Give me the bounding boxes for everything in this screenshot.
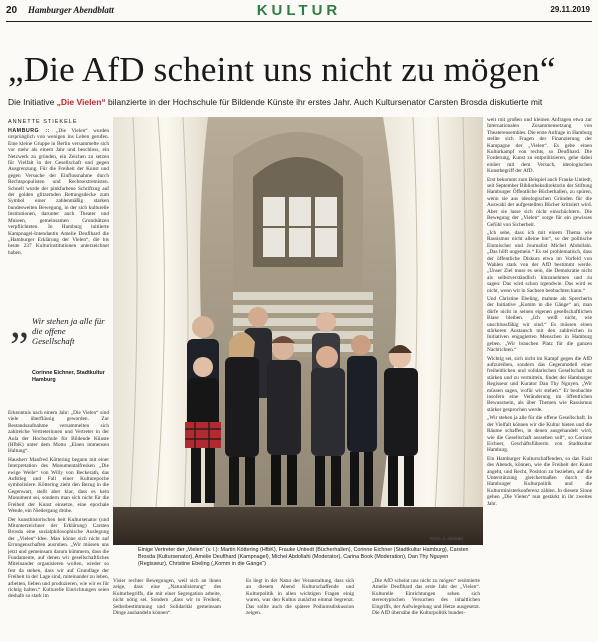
paragraph: „Die AfD scheint uns nicht zu mögen“ resümierte Amelie Deuflhard das erste Jahr der „Vielen“. Kulturelle Einrichtungen sehen sich stereotypischen Versuchen des inhaltlichen Eingriffs, der Aufwiegelung und Hetze ausgesetzt. Die AfD übersähe die Kulturpolitik bundes-: [372, 578, 480, 617]
quote-mark-icon: „: [10, 301, 29, 347]
paragraph: Wichtig sei, sich nicht im Kampf gegen die AfD aufzureiben, sondern das Gegenmodell einer freiheitlichen und solidarischen Gesellschaft zu stärken und zu vermitteln, findet der Hamburger Regisseur und Kurator Dan Thy Nguyen. „Wir müssen sagen, wofür wir stehen.“ Er beobachte insofern eine Veränderung im öffentlichen Bewusstsein, als über Themen wie Rassismus stärker gesprochen werde.: [487, 355, 592, 413]
photo-caption: Einige Vertreter der „Vielen“ (v. l.): Martin Köttering (HfbK), Frauke Untiedt (Bücherhallen), Corinne Eichner (Stadtkultur Hamburg), Carsten Brosda (Kultursenator), Amelie Deuflhard (Kampnagel), Michel Abdollahi (Moderator), Carina Book (Moderation), Dan Thy Nguyen (Regisseur), Christine Ebeling („Komm in die Gänge“): [138, 547, 469, 567]
article-column-5: [487, 117, 592, 642]
article-column-1-top: [8, 128, 109, 306]
header-rule: [6, 21, 592, 22]
lead-paragraph: HAMBURG :: „Die Vielen“ wurden ursprünglich von wenigen ins Leben gerufen. Eine kleine Gruppe in Berlin versammelte sich vor mehr als einem Jahr und beschloss, ein Netzwerk zu gründen, ein Zeichen zu setzen für Vielfalt in der Gesellschaft und gegen Ausgrenzung. Für die Freiheit der Kunst und gegen Versuche der Einflussnahme durch Rechtspopulisten und Rechtsextremisten. Schnell wurde der pinkfarbene Schriftzug auf der golden glitzernden Rettungsdecke zum Symbol einer zahlenmäßig starken bundesweiten Bewegung, in der sich kulturelle Institutionen, darunter auch Theater und Museen, gemeinsamen Grundsätzen verpflichteten. In Hamburg initiierte Kampnagel-Intendantin Amelie Deuflhard die „Hamburger Erklärung der Vielen“, die bis heute 237 Kulturinstitutionen unterzeichnet haben.: [8, 128, 109, 256]
dateline: HAMBURG ::: [8, 128, 57, 134]
page-number: 20: [6, 5, 18, 16]
headline: „Die AfD scheint uns nicht zu mögen“: [8, 50, 556, 89]
subhead-suffix: bilanzierte in der Hochschule für Bildende Künste ihr erstes Jahr. Auch Kultursenator Carsten Brosda diskutierte mit: [105, 97, 543, 107]
quote-author: Corinne Eichner, Stadtkultur Hamburg: [32, 370, 105, 383]
photo-illustration: [113, 117, 483, 545]
page-header: [0, 0, 598, 22]
article-column-1-bottom: [8, 410, 109, 642]
paragraph: „Wir stehen ja alle für die offene Gesellschaft. In der Vielfalt können wir die Kultur bieten und die Räume schaffen, in denen ausgehandelt wird, wie die Gesellschaft aussehen soll“, so Corinne Eichner, Geschäftsführerin von Stadtkultur Hamburg.: [487, 415, 592, 454]
pull-quote: [8, 301, 108, 406]
group-photo: [113, 117, 483, 545]
article-column-4: [372, 578, 480, 642]
paragraph: Hausherr Manfred Köttering begann mit einer Interpretation des Monumentalfresken „Die ewige Welle“ von Willy von Beckerath, das Aufstieg und Fall einer Kulturepoche symbolisiere. Köttering zieht den Bezug in die Gegenwart, stellt aber klar, dass es kein Monument sei, sondern man sich nicht für die Freiheit der Kunst einsetze, eine epochale Wende, ein Niedergang drohe.: [8, 456, 109, 515]
subhead-highlight: „Die Vielen“: [56, 97, 106, 107]
issue-date: 29.11.2019: [550, 5, 590, 14]
paragraph: weit mit großen und kleinen Anfragen etwa zur Internationalen Zusammensetzung von Theaterensembles. Die erste Anfrage in Hamburg stellte sich Fragen der Finanzierung der Kampagne der „Vielen“. Es gebe einen Kulturkampf von rechts, so Deuflhard. Die Forderung, Kunst zu entpolitisieren, gehe dabei einher mit dem Versuch, ideologischen Kunstbegriff der AfD.: [487, 117, 592, 175]
photo-credit: FOTO: C. GEISING: [430, 537, 464, 541]
subhead-prefix: Die Initiative: [8, 97, 57, 107]
paragraph: Es liegt in der Natur der Veranstaltung, dass sich an diesem Abend Kulturschaffende und Kulturpolitik in allen wichtigen Fragen einig waren, was den Kultus zunächst einmal begrenzt. Das sollte auch die spätere Podiumsdiskussion zeigen.: [246, 578, 354, 617]
paragraph: Und Christine Ebeling, mahnte als Sprecherin der Initiative „Komm in die Gänge“ an, man dürfe nicht in seinen eigenen gesellschaftlichen Blase bleiben. „Ich weiß nicht, wie unschlussfähig wir sind.“ Es müssen einen stärkeren Austausch mit den zahlreichen in Initiativen engagierten Menschen in Hamburg geben. „Wir brauchen Platz für die ganzen Nachrichten.“: [487, 295, 592, 354]
section-title: KULTUR: [256, 2, 342, 19]
byline: ANNETTE STIEKELE: [8, 119, 78, 125]
article-column-2: [113, 578, 221, 642]
article-column-3: [246, 578, 354, 642]
paragraph: Erkenntnis nach einem Jahr: „Die Vielen“ sind viele überflüssig geworden. Zur Bestandsaufnahme versammelten sich zahlreiche Vertreterinnen und Vertreter in der Aula der Hochschule für Bildende Künste (HfbK) unter dem Motto „Einen immensen Haltung“.: [8, 410, 109, 455]
quote-text: Wir stehen ja alle für die offene Gesellschaft: [32, 316, 105, 346]
paragraph: Ein Hamburger Kulturschaffenden, so das Fazit des Abends, können, wie die Freiheit der Kunst angeht, und Recht, Position zu beziehen, auf die Unterstützung gleichermaßen durch die Hamburger Kulturpolitik und die Kulturministerkonferenz zählen. In diesem Sinne gehen „Die Vielen“ nun gestärkt in ihr zweites Jahr.: [487, 455, 592, 507]
paragraph: Erst bekommt zum Beispiel auch Frauke Untiedt, seit September Bibliotheksdirektorin der Stiftung Hamburger Öffentliche Bücherhallen, zu spüren, wenn sie aus ideologischen Gründen für die Auswahl der aufgestellten Bücher kritisiert wird. Aber sie lasse sich nicht einschüchtern. Die Bewegung der „Vielen“ sorge für ein gewisses Gefühl von Sicherheit.: [487, 176, 592, 228]
paragraph: Visier rechter Bewegungen, weil sich an ihnen zeige, dass eine „Naturalisierung“ des Kulturbegriffs, die mit einer Segregation arbeite, nicht nötig sei. Sondern „dass wir in Freiheit, Selbstbestimmung und Solidarität gemeinsam Dinge aushandeln können“.: [113, 578, 221, 617]
newspaper-name: Hamburger Abendblatt: [28, 5, 114, 15]
paragraph: „Ich sehe, dass ich mit einem Thema wie Rassismus nicht alleine bin“, so der politische Einmischer und Journalist Michel Abdollahi. „Das hilft ungemein.“ Es sei problematisch, dass der öffentliche Diskurs etwa im Vorfeld von Wahlen stark von der AfD bestimmt werde. „Unser Ziel muss es sein, die Demokratie nicht als selbstverständlich hinzunehmen und zu sagen: Das wird schon irgendwie. Das wird es nicht, wenn wir in Sachsen beobachten kann.“: [487, 229, 592, 294]
subheadline: [8, 97, 598, 107]
paragraph: Der kunsthistorischen heit Kultursenator (und Mitunterzeichner der Erklärung) Carsten Brosda eine sozialphilosophische Auslegung der „Vielen“-Idee. Man könne sich nicht auf Errungenschaften ausruhen. „Wir müssen uns jetzt und gemeinsam darum kümmern, dass die Fundamente, auf denen wir gesellschaftliches Miteinander organisieren wollen, wieder so fest da stehen, dass wir auf Grundlage der Freiheit in der Lage sind, miteinander zu leben, arbeiten, lieben und produzieren, wie wir es für richtig halten.“ Kulturelle Einrichtungen seien deshalb so stark im: [8, 516, 109, 600]
